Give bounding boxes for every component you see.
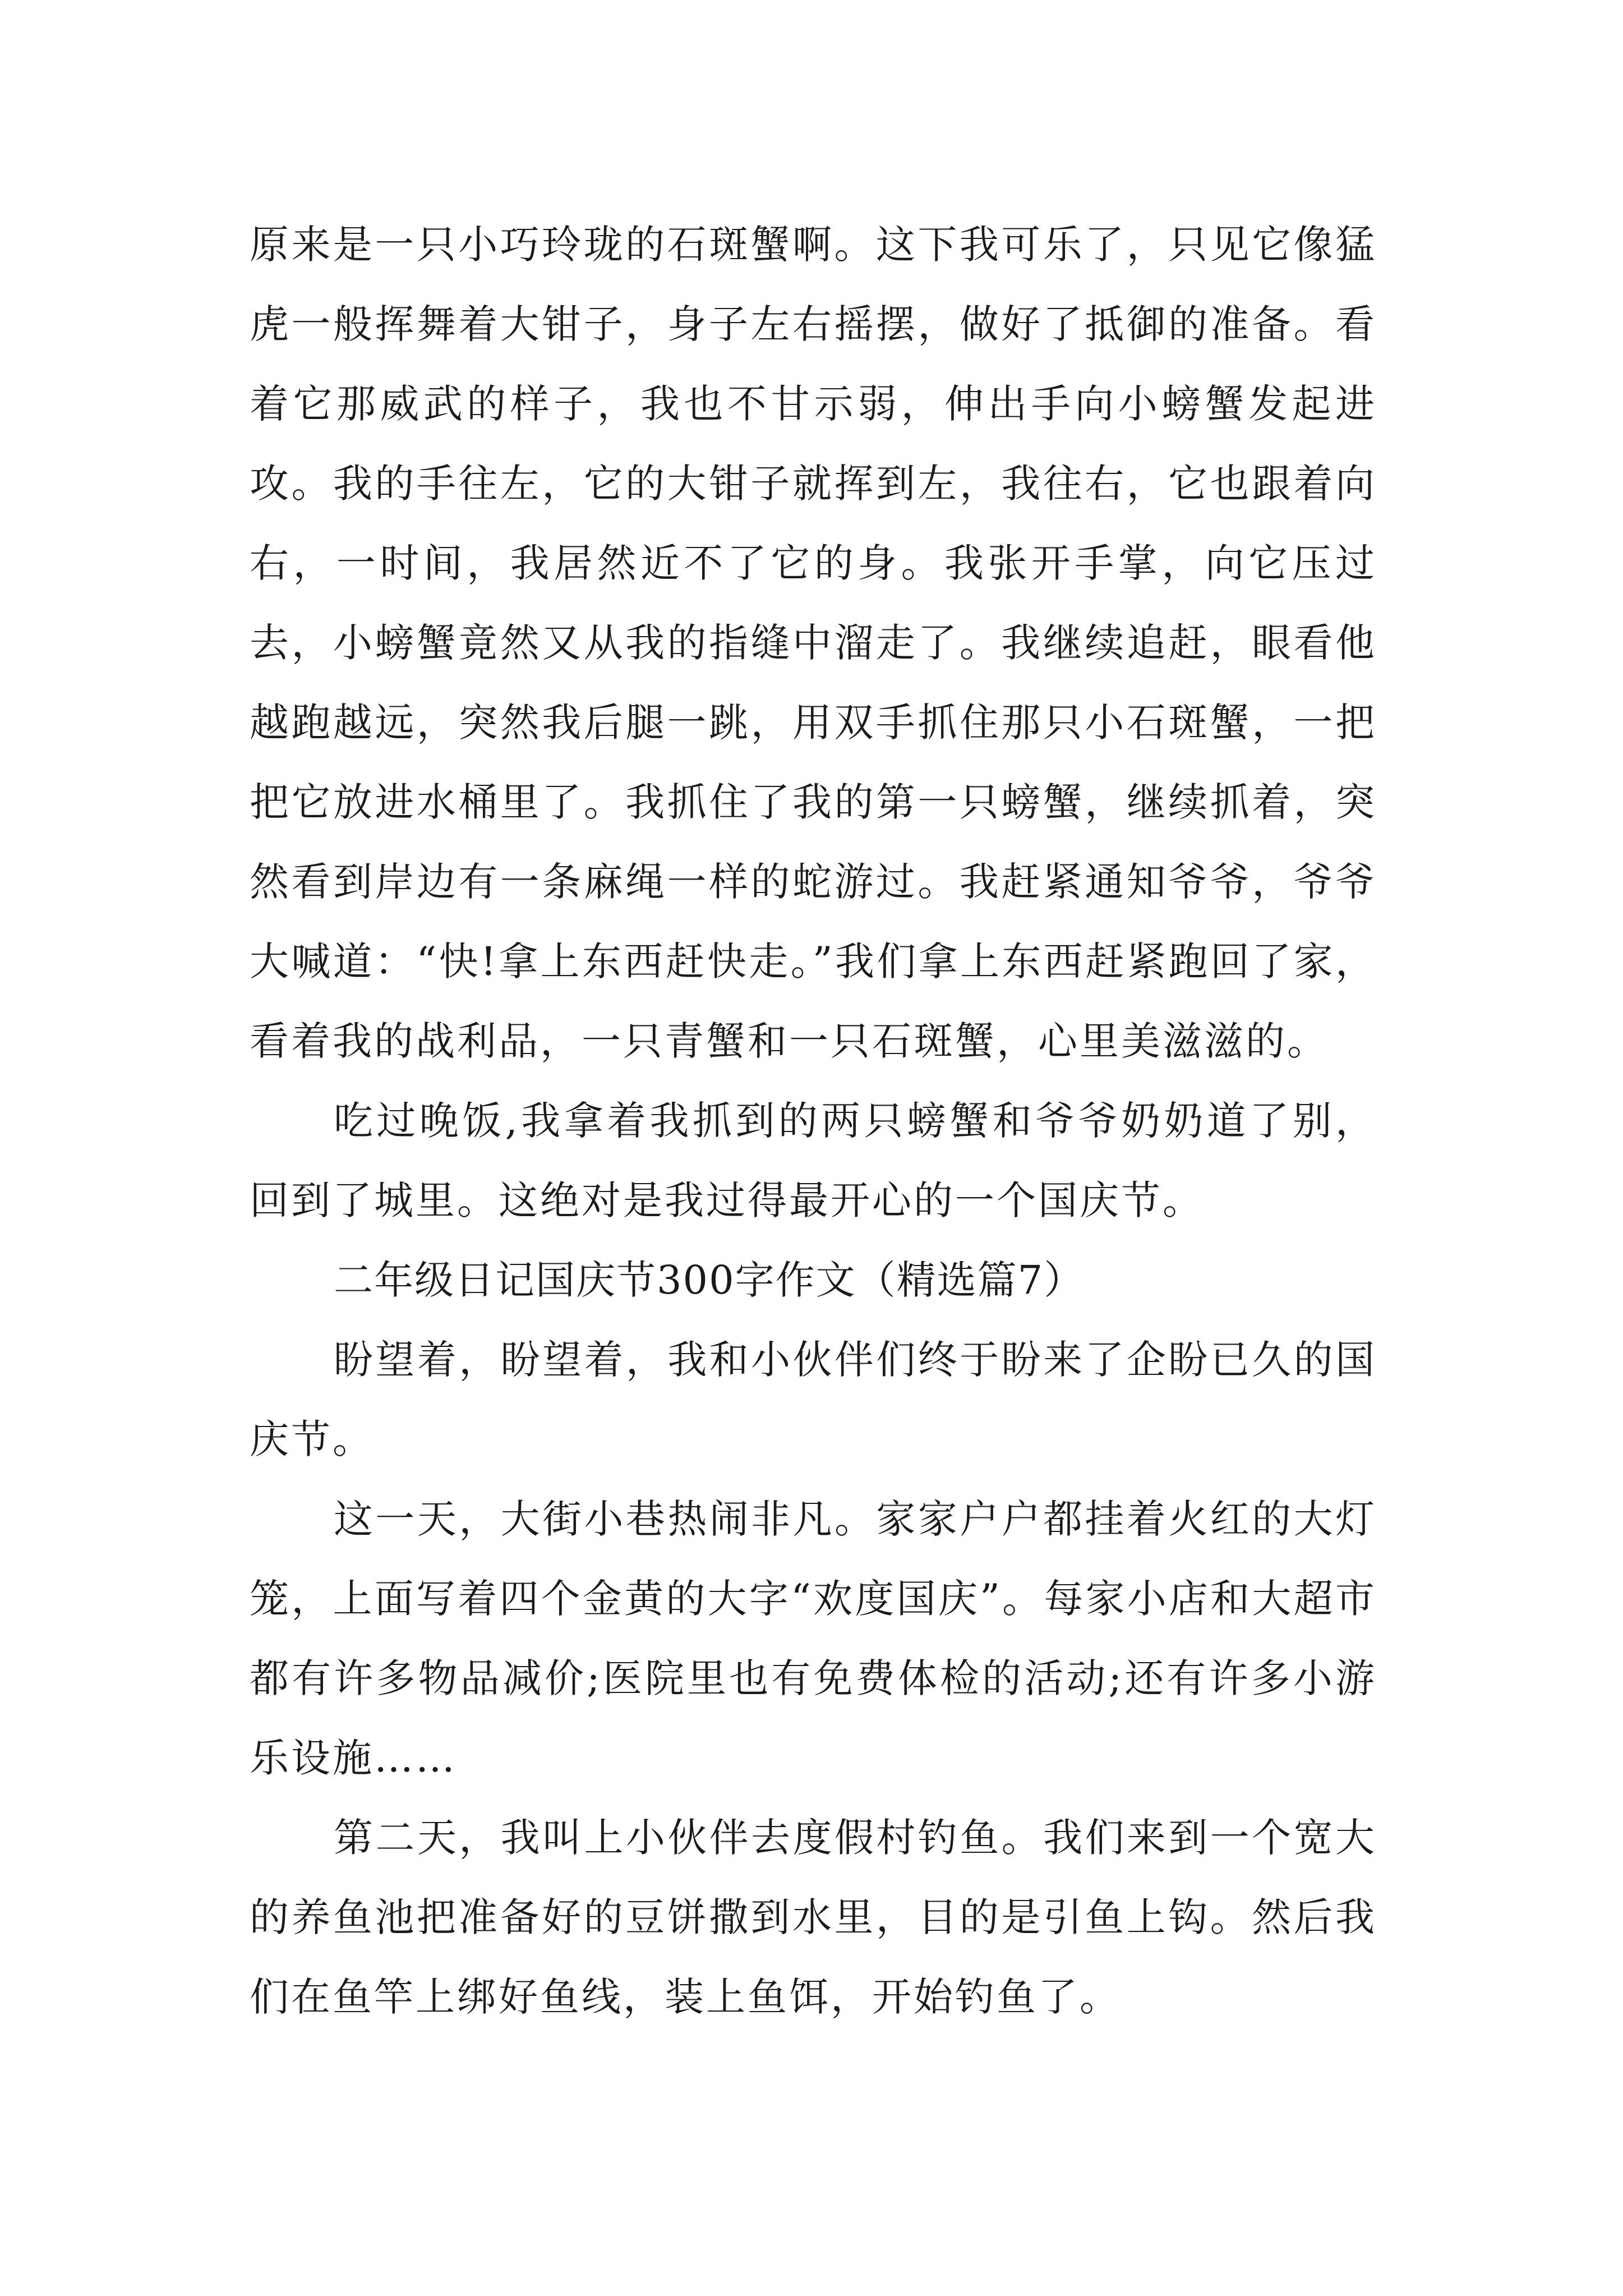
paragraph-fishing-trip: 第二天，我叫上小伙伴去度假村钓鱼。我们来到一个宽大的养鱼池把准备好的豆饼撒到水里，目的是引鱼上钩。然后我们在鱼竿上绑好鱼线，装上鱼饵，开始钓鱼了。 xyxy=(250,1815,1377,2020)
paragraph-return-to-city: 吃过晚饭,我拿着我抓到的两只螃蟹和爷爷奶奶道了别，回到了城里。这绝对是我过得最开心的一个国庆节。 xyxy=(250,1098,1377,1223)
paragraph-festive-streets: 这一天，大街小巷热闹非凡。家家户户都挂着火红的大灯笼，上面写着四个金黄的大字“欢度国庆”。每家小店和大超市都有许多物品减价;医院里也有免费体检的活动;还有许多小游乐设施…… xyxy=(250,1496,1377,1781)
section-heading: 二年级日记国庆节300字作文（精选篇7） xyxy=(334,1257,1085,1303)
document-body xyxy=(250,205,1377,2037)
paragraph-national-day-arrives: 盼望着，盼望着，我和小伙伴们终于盼来了企盼已久的国庆节。 xyxy=(250,1337,1377,1462)
paragraph-crab-catching: 原来是一只小巧玲珑的石斑蟹啊。这下我可乐了，只见它像猛虎一般挥舞着大钳子，身子左右摇摆，做好了抵御的准备。看着它那威武的样子，我也不甘示弱，伸出手向小螃蟹发起进攻。我的手往左，它的大钳子就挥到左，我往右，它也跟着向右，一时间，我居然近不了它的身。我张开手掌，向它压过去，小螃蟹竟然又从我的指缝中溜走了。我继续追赶，眼看他越跑越远，突然我后腿一跳，用双手抓住那只小石斑蟹，一把把它放进水桶里了。我抓住了我的第一只螃蟹，继续抓着，突然看到岸边有一条麻绳一样的蛇游过。我赶紧通知爷爷，爷爷大喊道：“快!拿上东西赶快走。”我们拿上东西赶紧跑回了家，看着我的战利品，一只青蟹和一只石斑蟹，心里美滋滋的。 xyxy=(250,222,1377,1064)
